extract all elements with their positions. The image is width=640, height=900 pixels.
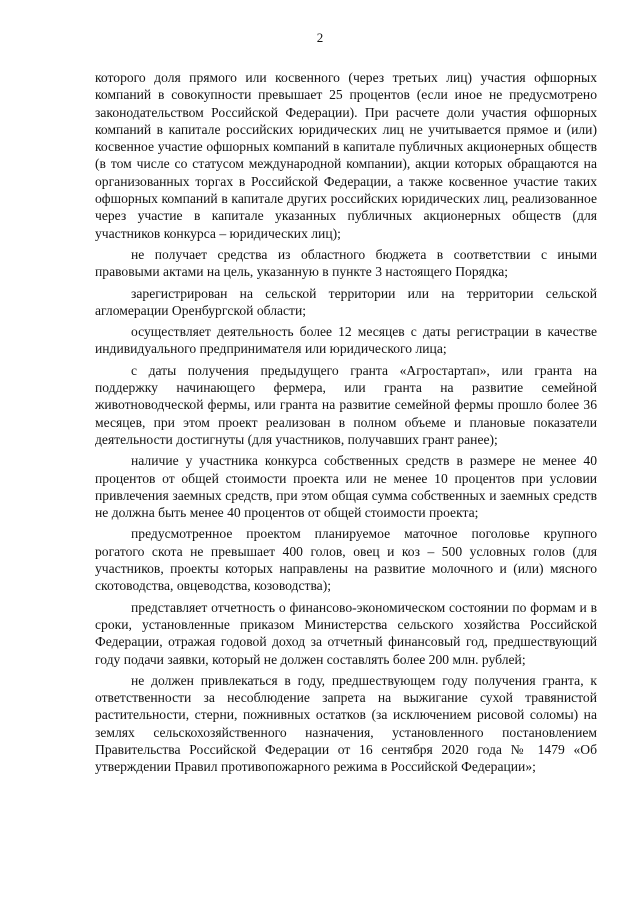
paragraph-rural-registration: зарегистрирован на сельской территории или на территории сельской агломерации Оренбургской области;	[95, 285, 597, 318]
page-number: 2	[316, 30, 324, 45]
paragraph-previous-grant: с даты получения предыдущего гранта «Агростартап», или гранта на поддержку начинающего фермера, или гранта на развитие семейной животноводческой фермы, или гранта на развитие семейной фермы прошло более 36 месяцев, при этом проект реализован в полном объеме и плановые показатели деятельности достигнуты (для участников, получавших грант ранее);	[95, 362, 597, 447]
paragraph-fire-regulations: не должен привлекаться в году, предшествующем году получения гранта, к ответственности за несоблюдение запрета на выжигание сухой травянистой растительности, стерни, пожнивных остатков (за исключением рисовой соломы) на землях сельскохозяйственного назначения, установленного постановлением Правительства Российской Федерации от 16 сентября 2020 года № 1479 «Об утверждении Правил противопожарного режима в Российской Федерации»;	[95, 672, 597, 775]
paragraph-livestock-limit: предусмотренное проектом планируемое маточное поголовье крупного рогатого скота не превышает 400 голов, овец и коз – 500 условных голов (для участников, проекты которых направлены на развитие молочного и (или) мясного скотоводства, овцеводства, козоводства);	[95, 526, 597, 594]
paragraph-activity-duration: осуществляет деятельность более 12 месяцев с даты регистрации в качестве индивидуального предпринимателя или юридического лица;	[95, 324, 597, 357]
paragraph-financial-reporting: представляет отчетность о финансово-экономическом состоянии по формам и в сроки, установленные приказом Министерства сельского хозяйства Российской Федерации, отражая годовой доход за отчетный финансовый год, предшествующий году подачи заявки, который не должен составлять более 200 млн. рублей;	[95, 599, 597, 667]
paragraph-own-funds: наличие у участника конкурса собственных средств в размере не менее 40 процентов от общей стоимости проекта или не менее 10 процентов при условии привлечения заемных средств, при этом общая сумма собственных и заемных средств не должна быть менее 40 процентов от общей стоимости проекта;	[95, 453, 597, 521]
document-body	[95, 69, 597, 780]
paragraph-no-regional-budget: не получает средства из областного бюджета в соответствии с иными правовыми актами на цель, указанную в пункте 3 настоящего Порядка;	[95, 246, 597, 280]
paragraph-offshore-share: которого доля прямого или косвенного (через третьих лиц) участия офшорных компаний в совокупности превышает 25 процентов (если иное не предусмотрено законодательством Российской Федерации). При расчете доли участия офшорных компаний в капитале российских юридических лиц не учитывается прямое и (или) косвенное участие офшорных компаний в капитале публичных акционерных обществ (в том числе со статусом международной компании), акции которых обращаются на организованных торгах в Российской Федерации, а также косвенное участие таких офшорных компаний в капитале других российских юридических лиц, реализованное через участие в капитале указанных публичных акционерных обществ (для участников конкурса – юридических лиц);	[95, 70, 597, 241]
